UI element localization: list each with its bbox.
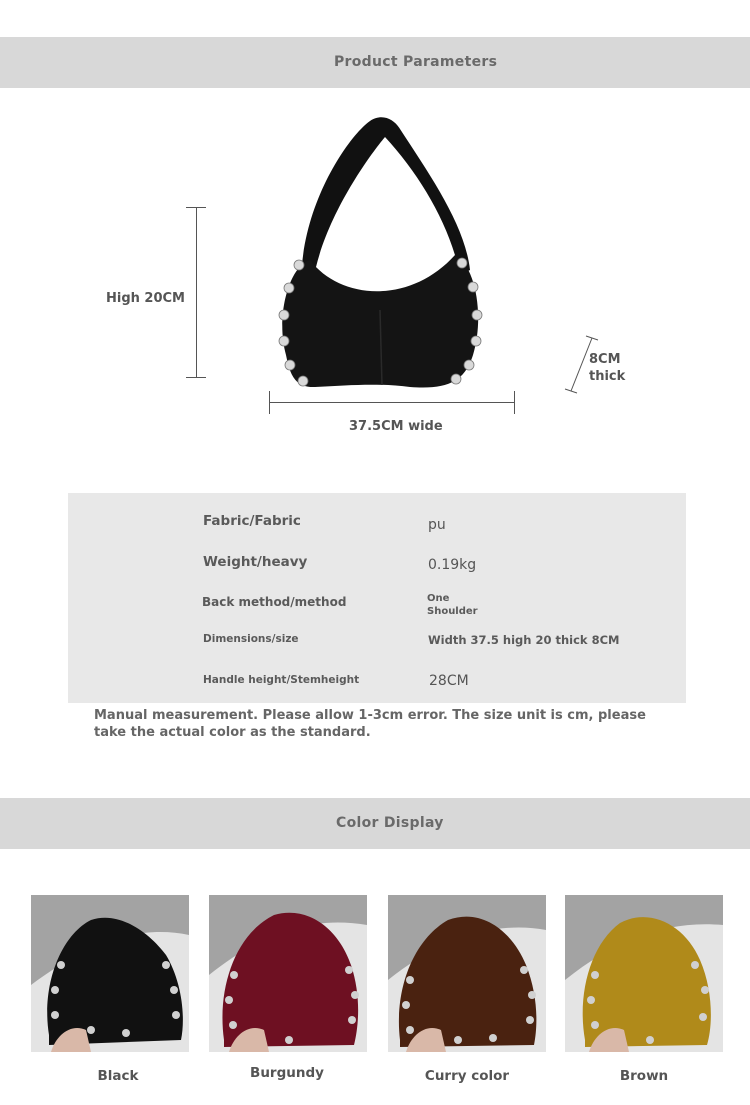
- product-parameters-header: [0, 37, 750, 88]
- color-display-header: [0, 798, 750, 849]
- product-parameters-title: Product Parameters: [334, 54, 498, 70]
- color-label-brown: Brown: [619, 1068, 669, 1084]
- color-display-title: Color Display: [336, 815, 444, 831]
- spec-value-weight: 0.19kg: [428, 557, 477, 573]
- spec-value-back-method-line1: One: [427, 593, 450, 604]
- spec-key-handle-height: Handle height/Stemheight: [203, 674, 360, 686]
- color-swatch-curry[interactable]: [388, 895, 546, 1052]
- curry-bag-photo: [388, 895, 546, 1052]
- height-dimension-line: [196, 207, 197, 378]
- black-bag-photo: [31, 895, 189, 1052]
- spec-value-back-method-line2: Shoulder: [427, 606, 478, 617]
- spec-value-handle-height: 28CM: [429, 673, 469, 689]
- spec-key-weight: Weight/heavy: [203, 554, 308, 570]
- spec-key-back-method: Back method/method: [202, 595, 347, 609]
- width-label: 37.5CM wide: [349, 419, 443, 434]
- width-dimension-line: [269, 402, 515, 403]
- color-label-curry: Curry color: [424, 1068, 510, 1084]
- thickness-label-line1: 8CM: [589, 352, 621, 367]
- color-swatch-brown[interactable]: [565, 895, 723, 1052]
- height-dimension-cap-bottom: [186, 377, 206, 378]
- thickness-label-line2: thick: [589, 369, 626, 384]
- height-dimension-cap-top: [186, 207, 206, 208]
- spec-table: [68, 493, 686, 703]
- color-label-black: Black: [97, 1068, 139, 1084]
- product-bag-image: [270, 115, 490, 400]
- height-label: High 20CM: [106, 291, 185, 306]
- spec-value-fabric: pu: [428, 517, 446, 533]
- width-dimension-cap-left: [269, 391, 270, 414]
- spec-value-dimensions: Width 37.5 high 20 thick 8CM: [428, 633, 620, 647]
- color-swatch-black[interactable]: [31, 895, 189, 1052]
- color-label-burgundy: Burgundy: [250, 1065, 324, 1081]
- burgundy-bag-photo: [209, 895, 367, 1052]
- spec-key-fabric: Fabric/Fabric: [203, 513, 301, 529]
- measurement-note: Manual measurement. Please allow 1-3cm error. The size unit is cm, please take the actual color as the standard.: [94, 708, 646, 740]
- width-dimension-cap-right: [514, 391, 515, 414]
- spec-key-dimensions: Dimensions/size: [203, 633, 299, 645]
- color-swatch-burgundy[interactable]: [209, 895, 367, 1052]
- brown-bag-photo: [565, 895, 723, 1052]
